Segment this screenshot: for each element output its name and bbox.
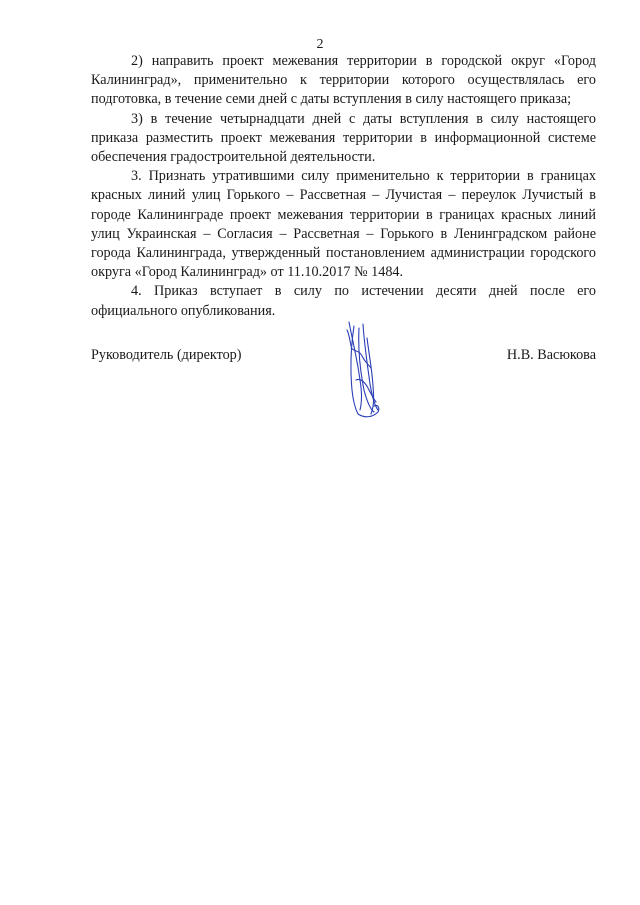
document-body [91, 52, 596, 321]
signer-name: Н.В. Васюкова [506, 347, 596, 363]
paragraph-item-4: 4. Приказ вступает в силу по истечении десяти дней после его официального опубликования. [91, 283, 596, 319]
paragraph-item-3-sub: 3) в течение четырнадцати дней с даты вступления в силу настоящего приказа разместить проект межевания территории в информационной системе обеспечения градостроительной деятельности. [91, 110, 596, 166]
page-number: 2 [316, 37, 324, 52]
signature-strokes [347, 322, 379, 417]
signer-title: Руководитель (директор) [91, 347, 242, 363]
paragraph-item-3: 3. Признать утратившими силу применительно к территории в границах красных линий улиц Горького – Рассветная – Лучистая – переулок Лучистый в городе Калининграде проект межевания территории в границах красных линий улиц Украинская – Согласия – Рассветная – Горького в Ленинградском районе города Калининграда, утвержденный постановлением администрации городского округа «Город Калининград» от 11.10.2017 № 1484. [91, 168, 596, 281]
paragraph-item-2-sub: 2) направить проект межевания территории в городской округ «Город Калининград», применительно к территории которого осуществлялась его подготовка, в течение семи дней с даты вступления в силу настоящего приказа; [91, 53, 596, 108]
handwritten-signature [340, 318, 386, 422]
